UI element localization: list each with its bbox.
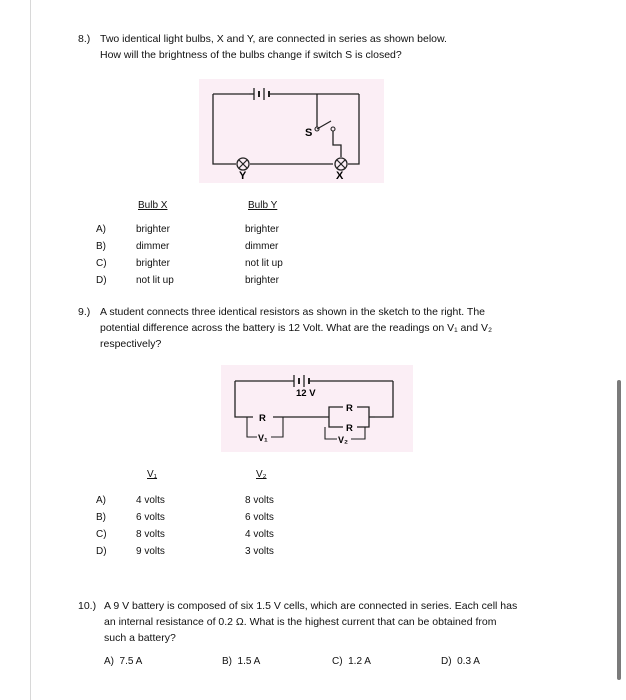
q8-circuit-figure [199,79,384,183]
q10-text-line1: A 9 V battery is composed of six 1.5 V cells, which are connected in series. Each cell has [104,600,518,612]
q8-option-b-letter: B) [96,241,106,252]
q8-text-line2: How will the brightness of the bulbs change if switch S is closed? [100,49,402,61]
resistor-2-label: R [346,403,353,414]
q10-option-b: B) 1.5 A [222,656,261,667]
q9-col-v2: V₂ [256,469,267,480]
q9-text-line3: respectively? [100,338,162,350]
q8-option-c-letter: C) [96,258,107,269]
q9-option-b-v1: 6 volts [136,512,165,523]
q9-text-line1: A student connects three identical resistors as shown in the sketch to the right. The [100,306,486,318]
q9-option-b-letter: B) [96,512,106,523]
q8-number: 8.) [78,33,91,45]
q8-option-d-letter: D) [96,275,107,286]
q9-option-c-v1: 8 volts [136,529,165,540]
bulb-x-label: X [336,170,344,182]
q8-option-c-x: brighter [136,258,170,269]
q9-option-c-letter: C) [96,529,107,540]
q9-option-a-v2: 8 volts [245,495,274,506]
q9-number: 9.) [78,306,91,318]
q8-option-d-x: not lit up [136,275,174,286]
q8-col-bulb-y: Bulb Y [248,200,278,211]
q9-option-a-v1: 4 volts [136,495,165,506]
page-left-border [30,0,31,700]
scrollbar-thumb[interactable] [617,380,621,680]
q8-option-a-x: brighter [136,224,170,235]
q9-option-d-v2: 3 volts [245,546,274,557]
q8-option-d-y: brighter [245,275,279,286]
q8-text-line1: Two identical light bulbs, X and Y, are connected in series as shown below. [100,33,447,45]
resistor-1-label: R [259,413,266,424]
q8-option-a-letter: A) [96,224,106,235]
q9-option-d-letter: D) [96,546,107,557]
voltmeter-1-label: V₁ [258,433,268,443]
switch-label: S [305,127,313,139]
bulb-x-symbol [335,158,347,170]
bulb-y-symbol [237,158,249,170]
q9-option-b-v2: 6 volts [245,512,274,523]
q10-option-d: D) 0.3 A [441,656,480,667]
q8-option-b-x: dimmer [136,241,170,252]
q10-number: 10.) [78,600,97,612]
q10-text-line3: such a battery? [104,632,176,644]
q8-col-bulb-x: Bulb X [138,200,168,211]
q8-option-b-y: dimmer [245,241,279,252]
q8-option-a-y: brighter [245,224,279,235]
q9-text-line2: potential difference across the battery is 12 Volt. What are the readings on V₁ and V₂ [100,322,493,334]
q9-option-d-v1: 9 volts [136,546,165,557]
q9-col-v1: V₁ [147,469,158,480]
q9-circuit-figure [221,365,413,452]
q10-text-line2: an internal resistance of 0.2 Ω. What is the highest current that can be obtained from [104,616,497,628]
q8-option-c-y: not lit up [245,258,283,269]
voltmeter-2-label: V₂ [338,435,349,445]
q9-option-a-letter: A) [96,495,106,506]
bulb-y-label: Y [239,170,247,182]
resistor-3-label: R [346,423,353,434]
q10-option-c: C) 1.2 A [332,656,371,667]
battery-label: 12 V [296,388,316,399]
q10-option-a: A) 7.5 A [104,656,143,667]
q9-option-c-v2: 4 volts [245,529,274,540]
